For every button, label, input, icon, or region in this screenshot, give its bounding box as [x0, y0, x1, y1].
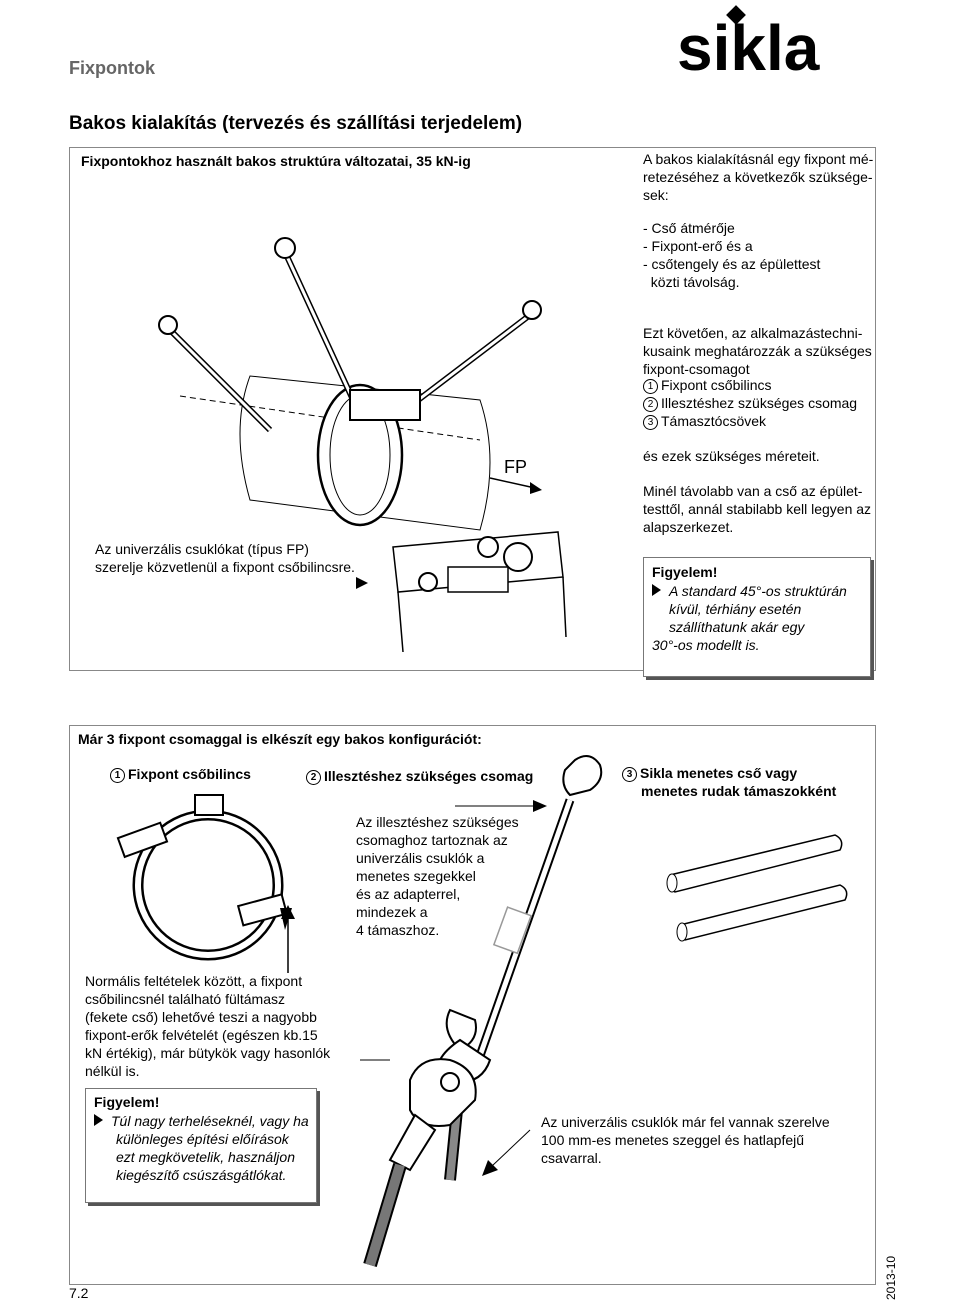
svg-text:sikla: sikla [677, 12, 820, 84]
box-title-2: Már 3 fixpont csomaggal is elkészít egy bakos konfigurációt: [78, 731, 482, 747]
distance-note: Minél távolabb van a cső az épület- testtől, annál stabilabb kell legyen az alapszerkezet. [643, 483, 872, 535]
support-tubes-illustration [660, 820, 860, 940]
dims-note: és ezek szükséges méreteit. [643, 448, 820, 464]
bullet-arrow-icon [652, 584, 661, 596]
fp-label: FP [504, 457, 528, 477]
fp-arrow [490, 478, 550, 498]
normal-conditions-note: Normális feltételek között, a fixpont csőbilincsnél található fültámasz (fekete cső) lehetővé teszi a nagyobb fixpont-erők felvételét (egészen kb.15 kN értékig), már bütykök vagy hasonlók nélkül is. [85, 973, 331, 1079]
bullet-arrow-icon [94, 1114, 103, 1126]
package-note: Az illesztéshez szükséges csomaghoz tartoznak az univerzális csuklók a menetes szegekkel és az adapterrel, mindezek a 4 támaszhoz. [356, 814, 519, 938]
sikla-logo [677, 8, 877, 84]
joint-detail-illustration [388, 527, 588, 657]
item-tubes: 3 Sikla menetes cső vagy menetes rudak támaszokként [622, 764, 836, 800]
box-title: Fixpontokhoz használt bakos struktúra változatai, 35 kN-ig [81, 153, 471, 169]
item-clamp: 1 Fixpont csőbilincs [110, 765, 251, 783]
joint-mounted-note: Az univerzális csuklók már fel vannak szerelve 100 mm-es menetes szeggel és hatlapfejű csavarral. [541, 1114, 830, 1166]
page-heading: Bakos kialakítás (tervezés és szállítási terjedelem) [69, 113, 523, 134]
page-number: 7.2 [69, 1285, 89, 1301]
consultation-note: Ezt követően, az alkalmazástechni- kusaink meghatározzák a szükséges fixpont-csomagot [643, 325, 872, 377]
section-title: Fixpontok [69, 58, 155, 78]
requirements-list: - Cső átmérője - Fixpont-erő és a - csőtengely és az épülettest közti távolság. [643, 220, 821, 290]
revision-date: 2013-10 [884, 1255, 898, 1300]
joint-note: Az univerzális csuklókat (típus FP) szerelje közvetlenül a fixpont csőbilincsre. [95, 541, 355, 575]
package-list: 1 Fixpont csőbilincs 2 Illesztéshez szükséges csomag 3 Támasztócsövek [643, 376, 857, 430]
attention-box-bottom: Figyelem! Túl nagy terheléseknél, vagy ha különleges építési előírások ezt megkövetelik, használjon kiegészítő csúszásgátlókat. [85, 1088, 317, 1203]
item-package: 2 Illesztéshez szükséges csomag [306, 767, 533, 785]
attention-box-top: Figyelem! A standard 45°-os struktúrán kívül, térhiány esetén szállíthatunk akár egy 30°-os modellt is. [643, 557, 871, 677]
joint-mounted-arrow [480, 1130, 540, 1180]
clamp-arrow [278, 905, 298, 975]
requirements-intro: A bakos kialakításnál egy fixpont mé- retezéséhez a következők szüksége- sek: [643, 151, 874, 203]
